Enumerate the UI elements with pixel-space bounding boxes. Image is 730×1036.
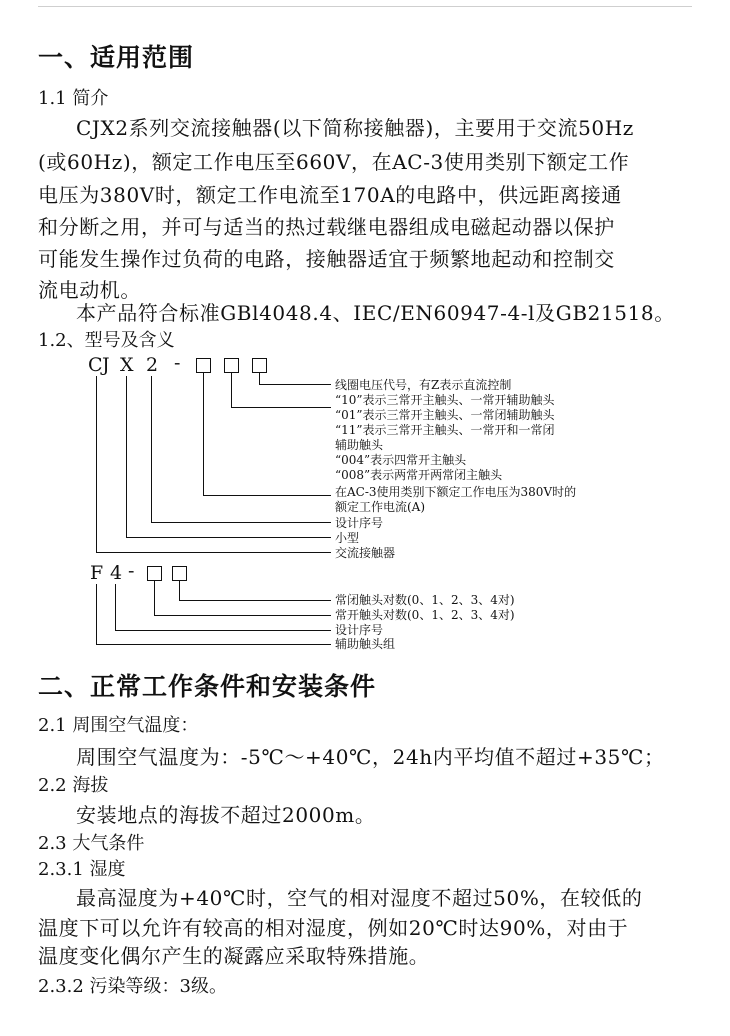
standards-line: 本产品符合标准GBl4048.4、IEC/EN60947-4-l及GB21518。 — [76, 301, 675, 325]
heading-2-3: 2.3 大气条件 — [38, 833, 145, 854]
altitude-text: 安装地点的海拔不超过2000m。 — [76, 803, 376, 827]
code-digit-2: 2 — [146, 354, 159, 376]
label-contact-008: “008”表示两常开两常闭主触头 — [335, 468, 503, 482]
leader-h-design-2 — [115, 630, 331, 631]
leader-h-no — [154, 615, 331, 616]
section-1-title: 一、适用范围 — [38, 43, 195, 72]
code-box-2 — [224, 358, 239, 373]
label-contact-11-cont: 辅助触头 — [335, 438, 384, 452]
label-contact-01: “01”表示三常开主触头、一常闭辅助触头 — [335, 408, 555, 422]
top-rule — [38, 6, 692, 7]
leader-v-ac — [96, 376, 97, 552]
code-box-no — [172, 566, 187, 581]
heading-1-2: 1.2、型号及含义 — [38, 330, 175, 351]
leader-v-small — [126, 376, 127, 537]
code-digit-4: 4 — [110, 562, 123, 584]
label-rated-current: 在AC-3使用类别下额定工作电压为380V时的 — [335, 485, 577, 499]
intro-line-6: 流电动机。 — [38, 278, 141, 302]
leader-v-no — [154, 581, 155, 615]
leader-v-coil — [259, 373, 260, 384]
heading-2-1: 2.1 周围空气温度： — [38, 715, 199, 736]
label-contact-10: “10”表示三常开主触头、一常开辅助触头 — [335, 393, 555, 407]
leader-v-current — [203, 373, 204, 495]
label-no-pairs: 常开触头对数(0、1、2、3、4对) — [335, 608, 515, 622]
label-aux-group: 辅助触头组 — [335, 637, 396, 651]
code-letter-f: F — [90, 562, 104, 584]
code-box-1 — [196, 358, 211, 373]
label-rated-current-cont: 额定工作电流(A) — [335, 500, 426, 514]
label-ac-contactor: 交流接触器 — [335, 546, 396, 560]
intro-line-4: 和分断之用，并可与适当的热过载继电器组成电磁起动器以保护 — [38, 215, 615, 239]
temp-text: 周围空气温度为：-5℃～+40℃，24h内平均值不超过+35℃； — [76, 745, 665, 769]
leader-h-nc — [179, 600, 331, 601]
humidity-line-3: 温度变化偶尔产生的凝露应采取特殊措施。 — [38, 944, 430, 968]
leader-h-aux — [96, 644, 331, 645]
code-dash: - — [174, 352, 181, 374]
intro-line-5: 可能发生操作过负荷的电路，接触器适宜于频繁地起动和控制交 — [38, 247, 615, 271]
leader-h-small — [126, 537, 331, 538]
label-contact-004: “004”表示四常开主触头 — [335, 453, 467, 467]
leader-v-design — [151, 376, 152, 522]
heading-2-3-1: 2.3.1 湿度 — [38, 859, 126, 880]
leader-h-ac — [96, 552, 331, 553]
code-letter-j: J — [102, 354, 110, 376]
label-contact-11: “11”表示三常开主触头、一常开和一常闭 — [335, 423, 555, 437]
intro-line-2: (或60Hz)，额定工作电压至660V，在AC-3使用类别下额定工作 — [38, 150, 630, 174]
leader-h-current — [203, 495, 331, 496]
leader-h-contacts — [231, 407, 331, 408]
leader-h-coil — [259, 384, 331, 385]
label-design-number: 设计序号 — [335, 516, 384, 530]
leader-v-aux — [96, 584, 97, 644]
intro-line-1: CJX2系列交流接触器(以下简称接触器)，主要用于交流50Hz — [76, 116, 634, 140]
label-nc-pairs: 常闭触头对数(0、1、2、3、4对) — [335, 593, 515, 607]
humidity-line-2: 温度下可以允许有较高的相对湿度，例如20℃时达90%，对由于 — [38, 916, 629, 940]
code-letter-x: X — [120, 354, 134, 376]
leader-v-nc — [179, 581, 180, 600]
label-small: 小型 — [335, 531, 360, 545]
intro-line-3: 电压为380V时，额定工作电流至170A的电路中，供远距离接通 — [38, 183, 622, 207]
heading-2-3-2: 2.3.2 污染等级：3级。 — [38, 976, 227, 997]
code-box-nc — [147, 566, 162, 581]
leader-h-design — [151, 522, 331, 523]
section-2-title: 二、正常工作条件和安装条件 — [38, 672, 377, 701]
code-box-3 — [252, 358, 267, 373]
code-letter-c: C — [88, 354, 103, 376]
leader-v-design-2 — [115, 584, 116, 630]
code-dash-2: - — [128, 560, 135, 582]
leader-v-contacts — [231, 373, 232, 407]
heading-2-2: 2.2 海拔 — [38, 775, 109, 796]
humidity-line-1: 最高湿度为+40℃时，空气的相对湿度不超过50%，在较低的 — [76, 886, 643, 910]
heading-1-1: 1.1 简介 — [38, 88, 109, 109]
label-design-number-2: 设计序号 — [335, 623, 384, 637]
label-coil-voltage: 线圈电压代号，有Z表示直流控制 — [335, 378, 512, 392]
